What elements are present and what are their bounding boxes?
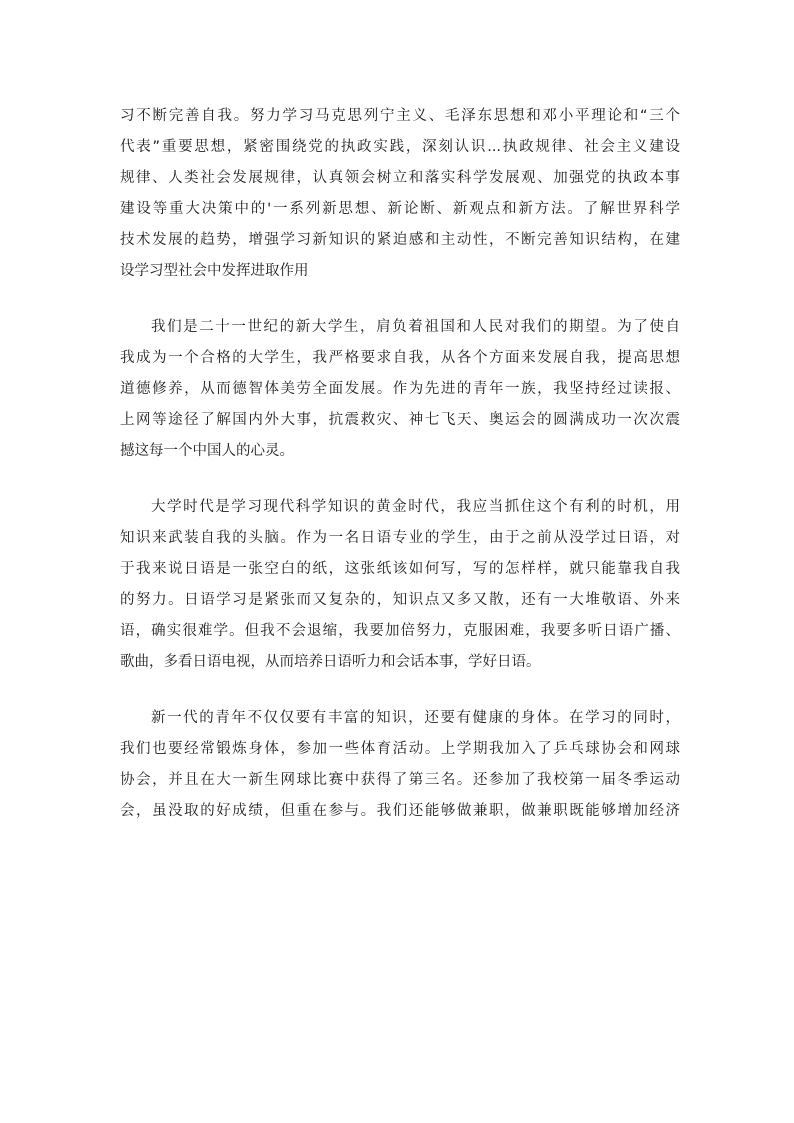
text-line: 大学时代是学习现代科学知识的黄金时代，我应当抓住这个有利的时机，用 bbox=[151, 499, 680, 515]
text-line: 歌曲，多看日语电视，从而培养日语听力和会话本事，学好日语。 bbox=[120, 654, 541, 670]
text-line: 协会，并且在大一新生网球比赛中获得了第三名。还参加了我校第一届冬季运动 bbox=[120, 772, 680, 788]
paragraph-2 bbox=[120, 312, 680, 467]
text-line: 习不断完善自我。努力学习马克思列宁主义、毛泽东思想和邓小平理论和“三个 bbox=[120, 108, 680, 124]
document-body bbox=[120, 101, 680, 827]
text-line: 会，虽没取的好成绩，但重在参与。我们还能够做兼职，做兼职既能够增加经济 bbox=[120, 803, 680, 819]
text-line: 技术发展的趋势，增强学习新知识的紧迫感和主动性，不断完善知识结构，在建 bbox=[120, 232, 680, 248]
text-line: 道德修养，从而德智体美劳全面发展。作为先进的青年一族，我坚持经过读报、 bbox=[120, 381, 680, 397]
text-line: 语，确实很难学。但我不会退缩，我要加倍努力，克服困难，我要多听日语广播、 bbox=[120, 623, 680, 639]
text-line: 上网等途径了解国内外大事，抗震救灾、神七飞天、奥运会的圆满成功一次次震 bbox=[120, 412, 680, 428]
paragraph-3 bbox=[120, 492, 680, 678]
text-line: 我们是二十一世纪的新大学生，肩负着祖国和人民对我们的期望。为了使自 bbox=[151, 319, 680, 335]
text-line: 设学习型社会中发挥进取作用 bbox=[120, 263, 309, 279]
paragraph-4 bbox=[120, 703, 680, 827]
text-line: 代表”重要思想，紧密围绕党的执政实践，深刻认识...执政规律、社会主义建设 bbox=[120, 139, 680, 155]
text-line: 规律、人类社会发展规律，认真领会树立和落实科学发展观、加强党的执政本事 bbox=[120, 170, 680, 186]
paragraph-1 bbox=[120, 101, 680, 287]
text-line: 我成为一个合格的大学生，我严格要求自我，从各个方面来发展自我，提高思想 bbox=[120, 350, 680, 366]
text-line: 知识来武装自我的头脑。作为一名日语专业的学生，由于之前从没学过日语，对 bbox=[120, 530, 680, 546]
text-line: 建设等重大决策中的'一系列新思想、新论断、新观点和新方法。了解世界科学 bbox=[120, 201, 680, 217]
text-line: 撼这每一个中国人的心灵。 bbox=[120, 443, 294, 459]
text-line: 的努力。日语学习是紧张而又复杂的，知识点又多又散，还有一大堆敬语、外来 bbox=[120, 592, 680, 608]
text-line: 新一代的青年不仅仅要有丰富的知识，还要有健康的身体。在学习的同时， bbox=[151, 710, 680, 726]
text-line: 于我来说日语是一张空白的纸，这张纸该如何写，写的怎样样，就只能靠我自我 bbox=[120, 561, 680, 577]
text-line: 我们也要经常锻炼身体，参加一些体育活动。上学期我加入了乒乓球协会和网球 bbox=[120, 741, 680, 757]
